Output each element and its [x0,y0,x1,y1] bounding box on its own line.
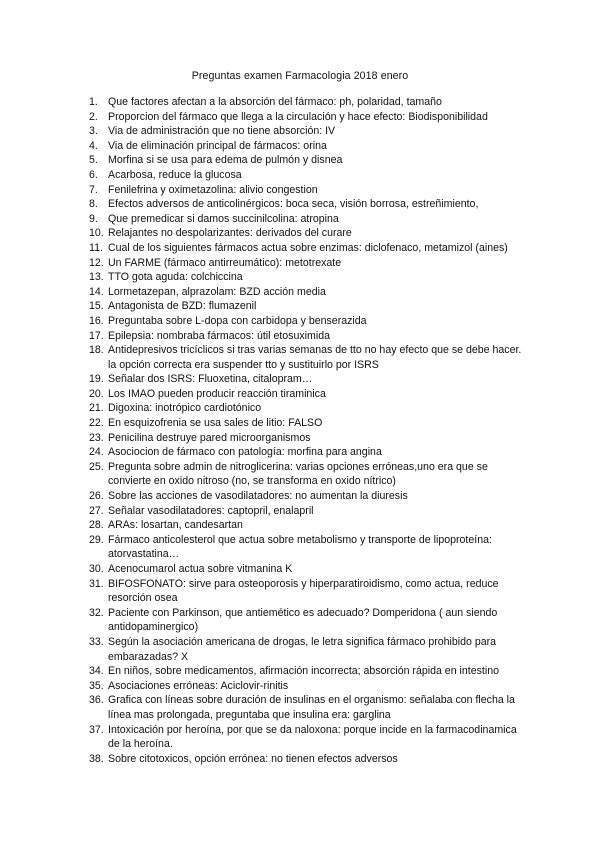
question-number: 35. [89,679,104,692]
question-number: 31. [89,577,104,590]
question-text: Según la asociación americana de drogas, le letra significa fármaco prohibido para embarazadas? X [108,635,497,663]
question-number: 22. [89,417,104,430]
question-item [89,153,529,168]
question-item [89,270,529,285]
question-number: 7. [89,183,98,196]
question-number: 2. [89,110,98,123]
question-number: 8. [89,198,98,211]
question-item [89,124,529,139]
question-text: Acarbosa, reduce la glucosa [108,168,242,181]
question-item [89,314,529,329]
question-item [89,431,529,446]
question-text: Morfina si se usa para edema de pulmón y disnea [108,154,343,167]
question-text: Penicilina destruye pared microorganismos [108,431,311,444]
question-item [89,489,529,504]
question-item [89,416,529,431]
question-text: En esquizofrenia se usa sales de litio: FALSO [108,417,323,430]
question-number: 28. [89,519,104,532]
question-number: 12. [89,256,104,269]
question-number: 10. [89,227,104,240]
question-item [89,693,529,722]
question-item [89,110,529,125]
question-item [89,562,529,577]
question-number: 24. [89,446,104,459]
question-text: Lormetazepan, alprazolam: BZD acción media [108,285,326,298]
question-text: Señalar dos ISRS: Fluoxetina, citalopram… [108,373,313,386]
question-item [89,285,529,300]
question-text: En niños, sobre medicamentos, afirmación incorrecta; absorción rápida en intestino [108,665,499,678]
question-text: Proporcion del fármaco que llega a la circulación y hace efecto: Biodisponibilidad [108,110,488,123]
question-text: Grafica con líneas sobre duración de insulinas en el organismo: señalaba con flecha la línea mas prolongada, preguntaba que insulina era: garglina [108,694,515,721]
question-number: 37. [89,723,104,736]
question-item [89,679,529,694]
question-number: 36. [89,694,104,707]
question-text: TTO gota aguda: colchiccina [108,271,243,284]
question-text: Un FARME (fármaco antirreumático): metotrexate [108,256,342,269]
question-item [89,329,529,344]
question-number: 3. [89,125,98,138]
question-item [89,504,529,519]
question-number: 19. [89,373,104,386]
question-item [89,372,529,387]
question-item [89,518,529,533]
question-item [89,241,529,256]
question-number: 15. [89,300,104,313]
question-number: 25. [89,460,104,473]
question-number: 13. [89,271,104,284]
question-number: 26. [89,490,104,503]
question-number: 27. [89,504,104,517]
question-number: 18. [89,344,104,357]
question-list [89,95,529,766]
question-item [89,387,529,402]
question-text: ARAs: losartan, candesartan [108,519,243,532]
question-text: Cual de los siguientes fármacos actua sobre enzimas: diclofenaco, metamizol (aines) [108,241,508,254]
question-item [89,401,529,416]
question-item [89,752,529,767]
question-text: Via de administración que no tiene absorción: IV [108,125,336,138]
question-item [89,95,529,110]
question-item [89,226,529,241]
question-item [89,577,529,606]
question-item [89,212,529,227]
question-text: Los IMAO pueden producir reacción tiraminica [108,387,326,400]
question-number: 16. [89,314,104,327]
question-text: Que factores afectan a la absorción del fármaco: ph, polaridad, tamaño [108,96,442,108]
question-number: 21. [89,402,104,415]
question-number: 1. [89,96,98,108]
question-text: Sobre las acciones de vasodilatadores: no aumentan la diuresis [108,490,408,503]
question-text: Intoxicación por heroína, por que se da naloxona: porque incide en la farmacodinamica de la heroína. [108,723,517,751]
question-number: 6. [89,168,98,181]
question-text: BIFOSFONATO: sirve para osteoporosis y hiperparatiroidismo, como actua, reduce resorción osea [108,577,499,605]
question-number: 4. [89,139,98,152]
question-item [89,299,529,314]
question-number: 30. [89,563,104,575]
question-item [89,664,529,679]
question-item [89,256,529,271]
question-item [89,533,529,562]
question-text: Señalar vasodilatadores: captopril, enalapril [108,504,314,517]
question-text: Fenilefrina y oximetazolina: alivio congestion [108,183,318,196]
question-text: Pregunta sobre admin de nitroglicerina: varias opciones erróneas,uno era que se convierte en oxido nitroso (no, se transforma en oxido nítrico) [108,460,488,488]
question-item [89,723,529,752]
question-text: Asociocion de fármaco con patología: morfina para angina [108,446,382,459]
question-item [89,635,529,664]
question-text: Efectos adversos de anticolinérgicos: boca seca, visión borrosa, estreñimiento, [108,198,479,211]
question-text: Que premedicar si damos succinilcolina: atropina [108,212,339,225]
question-item [89,606,529,635]
question-text: Sobre citotoxicos, opción errónea: no tienen efectos adversos [108,752,398,765]
question-number: 23. [89,431,104,444]
question-number: 29. [89,533,104,546]
question-text: Preguntaba sobre L-dopa con carbidopa y benserazida [108,314,367,327]
question-item [89,168,529,183]
question-item [89,343,529,372]
question-text: Asociaciones erróneas: Aciclovir-rinitis [108,679,289,692]
question-item [89,197,529,212]
question-item [89,445,529,460]
question-number: 17. [89,329,104,342]
question-number: 11. [89,241,103,254]
question-number: 20. [89,387,104,400]
question-text: Relajantes no despolarizantes: derivados del curare [108,227,352,240]
question-number: 34. [89,665,104,678]
question-text: Antagonista de BZD: flumazenil [108,300,257,313]
question-item [89,183,529,198]
question-text: Paciente con Parkinson, que antiemético es adecuado? Domperidona ( aun siendo antidopaminergico) [108,606,498,634]
question-text: Epilepsia: nombraba fármacos: útil etosuximida [108,329,330,342]
question-text: Antidepresivos tricíclicos si tras varias semanas de tto no hay efecto que se debe hacer. la opción correcta era suspender tto y sustituirlo por ISRS [108,344,522,371]
question-number: 33. [89,635,104,648]
question-item [89,460,529,489]
question-item [89,139,529,154]
question-text: Via de eliminación principal de fármacos: orina [108,139,327,152]
question-number: 32. [89,606,104,619]
question-number: 14. [89,285,104,298]
question-number: 38. [89,752,104,765]
question-number: 5. [89,154,98,167]
question-text: Fármaco anticolesterol que actua sobre metabolismo y transporte de lipoproteína: atorvastatina… [108,533,492,561]
question-text: Acenocumarol actua sobre vitmanina K [108,563,293,575]
page-title: Preguntas examen Farmacologia 2018 enero [191,70,409,82]
question-text: Digoxina: inotrópico cardiotónico [108,402,262,415]
question-number: 9. [89,212,98,225]
